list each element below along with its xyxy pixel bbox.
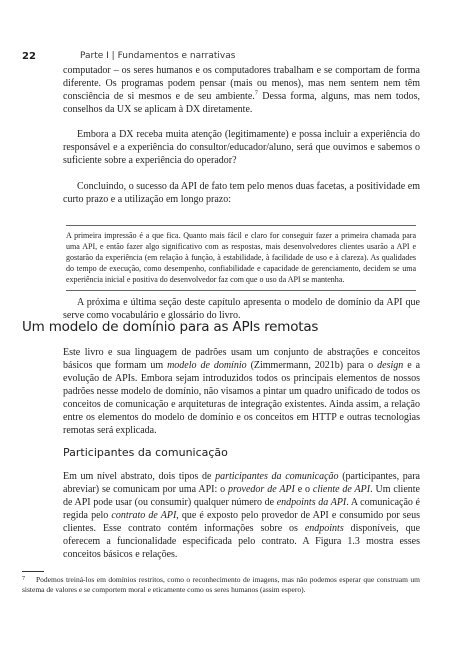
section-heading: Um modelo de domínio para as APIs remotas bbox=[22, 319, 319, 335]
p6-text-6: , que é exposto pelo provedor de API e consumido por seus clientes. Esse contrato contém informações sobre os bbox=[63, 510, 420, 534]
footnote-rule bbox=[22, 571, 44, 572]
p6-text-1: Em um nível abstrato, dois tipos de bbox=[63, 471, 216, 482]
p5-text-3: e a evolução de APIs. Embora sejam introduzidos todos os principais elementos de nossos padrões nesse modelo de domínio, não visamos a pintar um quadro unificado de todos os conceitos de comunicação e arquiteturas de integração existentes. Ainda assim, a relação entre os elementos do modelo de domínio e os conceitos em HTTP e outras tecnologias remotas será explicada. bbox=[63, 360, 421, 436]
p6-emphasis-6: endpoints bbox=[304, 523, 344, 534]
paragraph-3: Concluindo, o sucesso da API de fato tem pelo menos duas facetas, a positividade em curto prazo e a utilização em longo prazo: bbox=[63, 181, 420, 205]
page-number: 22 bbox=[22, 50, 36, 62]
p6-text-5: . A comunicação é regida pelo bbox=[63, 497, 420, 521]
footnote-text: Podemos treiná-los em domínios restritos, como o reconhecimento de imagens, mas não podemos esperar que construam um sistema de valores e se comportem moral e eticamente como os seres humanos (assim espero). bbox=[22, 575, 420, 594]
p6-text-2: (participantes, para abreviar) se comunicam por uma API: o bbox=[63, 471, 420, 495]
p5-text-2: (Zimmermann, 2021b) para o bbox=[246, 360, 378, 371]
p6-emphasis-1: participantes da comunicação bbox=[215, 471, 339, 482]
footnote bbox=[22, 575, 420, 594]
subsection-heading: Participantes da comunicação bbox=[63, 446, 228, 459]
paragraph-4: A próxima e última seção deste capítulo apresenta o modelo de domínio da API que serve como vocabulário e glossário do livro. bbox=[63, 297, 420, 321]
p6-emphasis-2: provedor de API bbox=[228, 484, 295, 495]
footnote-reference: 7 bbox=[254, 89, 259, 97]
paragraph-2: Embora a DX receba muita atenção (legitimamente) e possa incluir a experiência do responsável e a experiência do consultor/educador/aluno, será que ouvimos e sabemos o suficiente sobre a experiência do operador? bbox=[63, 129, 420, 166]
paragraph-1 bbox=[63, 64, 420, 116]
paragraph-6 bbox=[63, 470, 420, 561]
p6-text-7: disponíveis, que oferecem a funcionalidade especificada pelo contrato. A Figura 1.3 mostra esses conceitos básicos e relações. bbox=[63, 523, 421, 560]
p6-text-4: . Um cliente de API pode usar (ou consumir) qualquer número de bbox=[63, 484, 420, 508]
p5-text-1: Este livro e sua linguagem de padrões usam um conjunto de abstrações e conceitos básicos que formam um bbox=[63, 347, 420, 371]
p5-emphasis-1: modelo de domínio bbox=[167, 360, 247, 371]
paragraph-1-text: computador – os seres humanos e os computadores trabalham e se comportam de forma diferente. Os programas podem pensar (mais ou menos), mas nem sentem nem têm consciência de si mesmos e de seu ambiente. bbox=[63, 65, 420, 102]
footnote-mark: 7 bbox=[22, 576, 25, 582]
part-label: Parte I | Fundamentos e narrativas bbox=[80, 51, 236, 61]
p6-emphasis-3: cliente de API bbox=[312, 484, 371, 495]
p6-emphasis-4: endpoints da API bbox=[276, 497, 347, 508]
running-head bbox=[22, 48, 442, 64]
paragraph-1-text-after: Dessa forma, alguns, mas nem todos, conselhos da UX se aplicam à DX diretamente. bbox=[63, 91, 420, 115]
p6-emphasis-5: contrato de API bbox=[111, 510, 177, 521]
quote-bottom-rule bbox=[66, 290, 416, 291]
p5-emphasis-2: design bbox=[377, 360, 404, 371]
p6-text-3: e o bbox=[294, 484, 313, 495]
block-quote: A primeira impressão é a que fica. Quanto mais fácil e claro for conseguir fazer a primeira chamada para uma API, e então fazer algo significativo com as respostas, mais desenvolvedores clientes usarão a API e gostarão da experiência (em relação à função, à estabilidade, à facilidade de uso e à clareza). As qualidades do tempo de execução, como desempenho, confiabilidade e capacidade de gerenciamento, decidem se uma experiência inicial e positiva do desenvolvedor faz com que o uso da API se mantenha. bbox=[66, 231, 416, 284]
paragraph-5 bbox=[63, 346, 420, 437]
